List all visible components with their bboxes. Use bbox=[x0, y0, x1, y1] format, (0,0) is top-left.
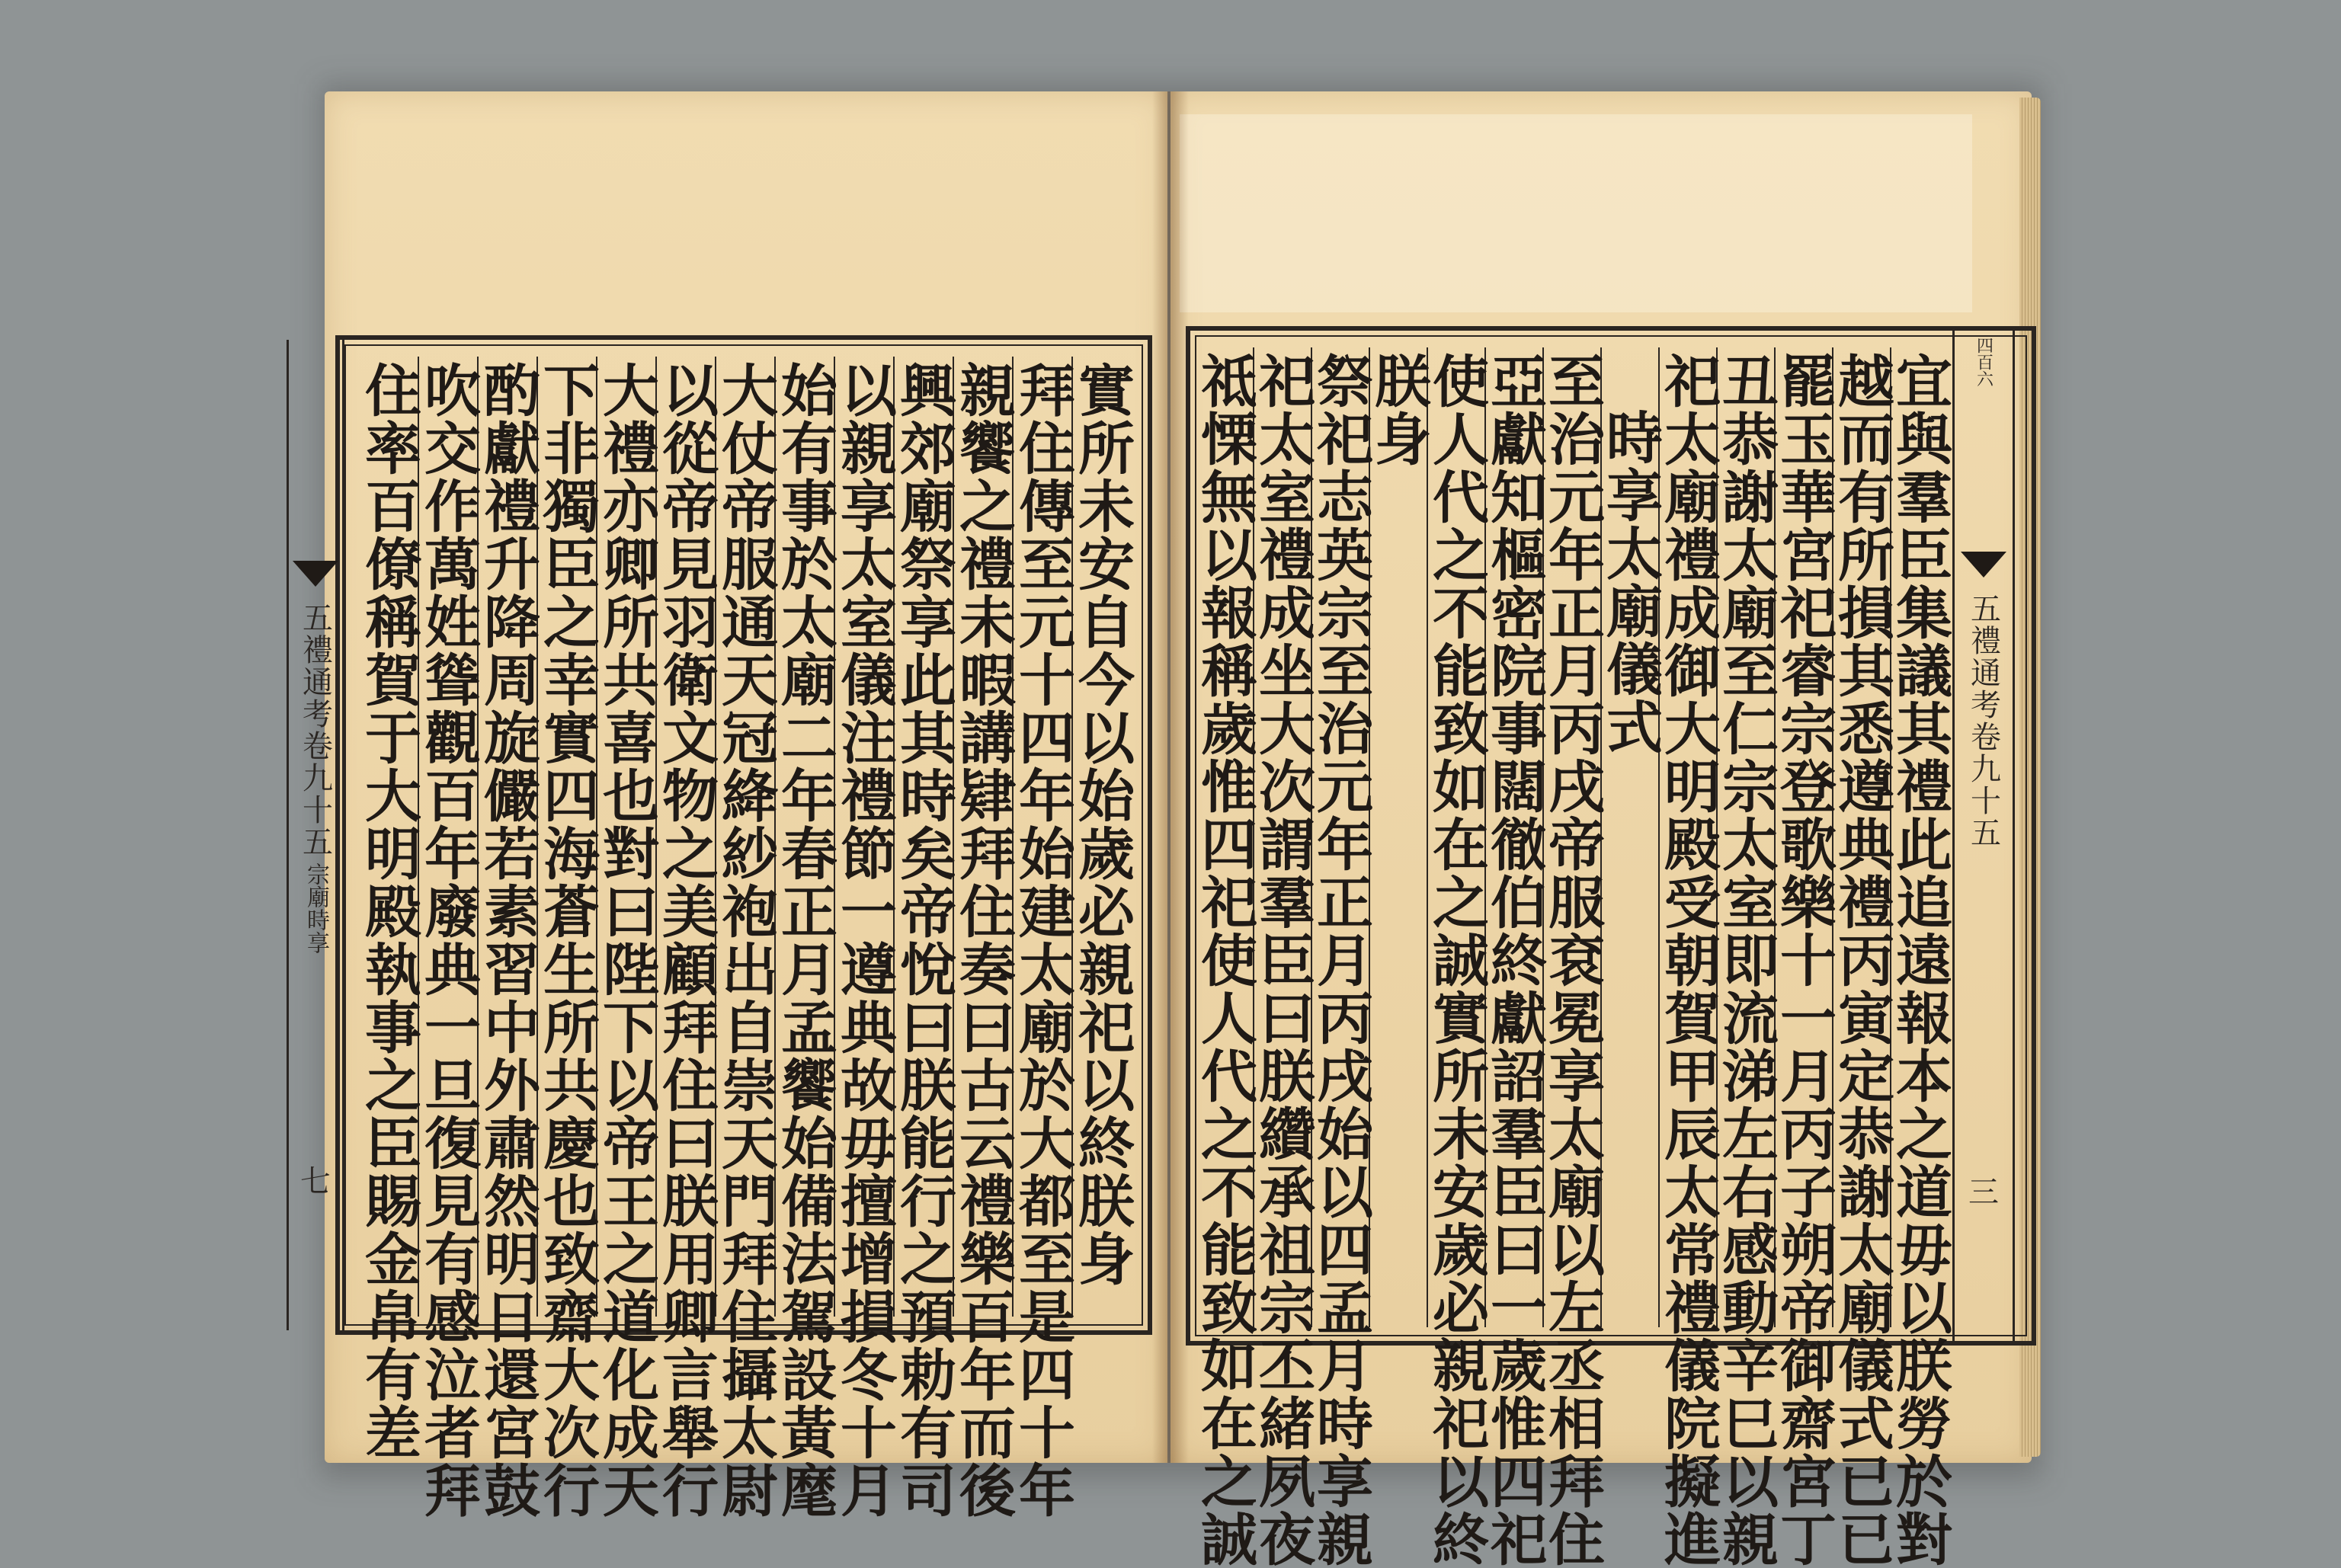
upper-margin bbox=[1180, 114, 1972, 312]
text-column: 實所未安自今以始歲必親祀以終朕身 bbox=[1071, 357, 1131, 1317]
fish-tail-mark bbox=[1961, 552, 2006, 578]
text-column: 下非獨臣之幸實四海蒼生所共慶也致齋大次行 bbox=[536, 357, 596, 1317]
text-column: 酌獻禮升降周旋儼若素習中外肅然明日還宮鼓 bbox=[477, 357, 536, 1317]
text-column: 興郊廟祭享此其時矣帝悅曰朕能行之預勅有司 bbox=[893, 357, 953, 1317]
book-gutter bbox=[1152, 91, 1189, 1463]
text-column: 祀太廟禮成御大明殿受朝賀甲辰太常禮儀院擬進 bbox=[1658, 347, 1716, 1327]
text-column: 使人代之不能致如在之誠實所未安歲必親祀以終 bbox=[1427, 347, 1484, 1327]
banxin-title: 五禮通考卷九十五 bbox=[1965, 593, 2001, 849]
text-column: 越而有所損其悉遵典禮丙寅定恭謝太廟儀式已已 bbox=[1832, 347, 1890, 1327]
text-column: 大仗帝服通天冠絳紗袍出自崇天門拜住攝太尉 bbox=[715, 357, 774, 1317]
right-columns bbox=[1192, 347, 1952, 1568]
left-columns bbox=[356, 357, 1135, 1519]
left-text-block bbox=[297, 335, 1152, 1519]
top-page-mark: 四百六 bbox=[1974, 337, 1994, 387]
text-column: 祗慄無以報稱歲惟四祀使人代之不能致如在之誠 bbox=[1192, 352, 1257, 1568]
folio-number: 七 bbox=[300, 1164, 331, 1199]
text-column: 親饗之禮未暇講肄拜住奏曰古云禮樂百年而後 bbox=[953, 357, 1012, 1317]
text-column: 祭祀志英宗至治元年正月丙戌始以四孟月時享親 bbox=[1311, 347, 1369, 1327]
right-banxin bbox=[1952, 331, 2015, 1341]
banxin-title: 五禮通考卷九十五 bbox=[297, 602, 333, 858]
text-column: 朕身 bbox=[1369, 347, 1427, 1327]
left-banxin bbox=[287, 340, 344, 1330]
text-column: 吹交作萬姓聳觀百年廢典一旦復見有感泣者拜 bbox=[418, 357, 477, 1317]
text-column: 拜住傳至元十四年始建太廟於大都至是四十年 bbox=[1012, 357, 1071, 1317]
section-heading-column: 時享太廟儀式 bbox=[1600, 347, 1658, 1327]
text-column: 丑恭謝太廟至仁宗太室即流涕左右感動辛巳以親 bbox=[1716, 347, 1774, 1327]
text-column: 住率百僚稱賀于大明殿執事之臣賜金帛有差 bbox=[356, 361, 421, 1461]
text-column: 祀太室禮成坐大次謂羣臣曰朕纘承祖宗丕緒夙夜 bbox=[1253, 347, 1311, 1327]
text-column: 至治元年正月丙戌帝服袞冕享太廟以左丞相拜住 bbox=[1542, 347, 1600, 1327]
text-column: 以親享太室儀注禮節一遵典故毋擅增損冬十月 bbox=[834, 357, 893, 1317]
text-column: 以從帝見羽衛文物之美顧拜住曰朕用卿言舉行 bbox=[655, 357, 715, 1317]
fish-tail-mark bbox=[293, 561, 338, 587]
text-column: 大禮亦卿所共喜也對曰陛下以帝王之道化成天 bbox=[596, 357, 655, 1317]
text-column: 宜與羣臣集議其禮此追遠報本之道毋以朕勞於對 bbox=[1890, 347, 1948, 1327]
text-column: 罷玉華宮祀睿宗登歌樂十一月丙子朔帝御齋宮丁 bbox=[1774, 347, 1832, 1327]
banxin-section: 宗廟時享 bbox=[303, 862, 329, 954]
folio-number: 三 bbox=[1968, 1175, 1999, 1210]
right-text-block bbox=[1186, 326, 2036, 1568]
text-column: 亞獻知樞密院事闊徹伯終獻詔羣臣曰一歲惟四祀 bbox=[1484, 347, 1542, 1327]
text-column: 始有事於太廟二年春正月孟饗始備法駕設黃麾 bbox=[774, 357, 834, 1317]
